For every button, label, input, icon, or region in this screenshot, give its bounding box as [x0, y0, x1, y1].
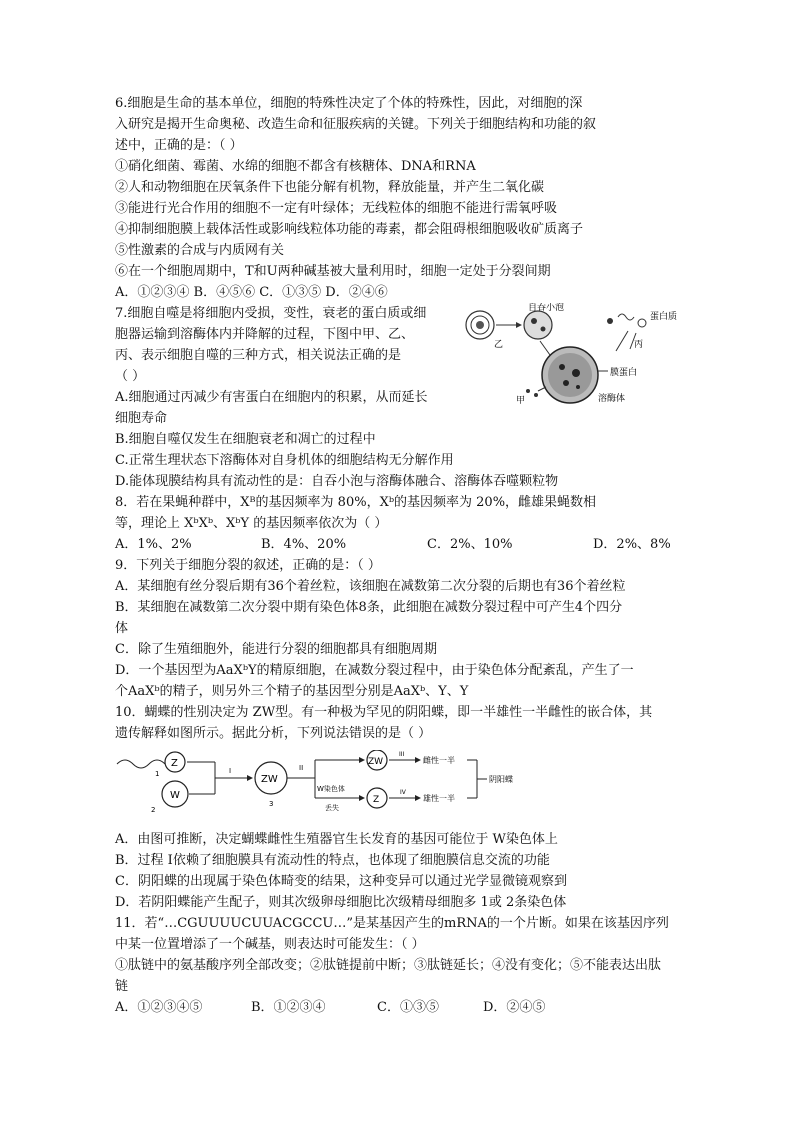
q6-item-5: ⑤性激素的合成与内质网有关 — [115, 243, 285, 258]
q6-item-6: ⑥在一个细胞周期中，T和U两种碱基被大量利用时，细胞一定处于分裂间期 — [115, 264, 551, 279]
step-iii: III — [399, 751, 405, 758]
label-protein: 蛋白质 — [650, 312, 678, 322]
step-i: I — [229, 767, 232, 775]
q11-option-d: D．②④⑤ — [483, 1000, 546, 1015]
q7-block — [115, 303, 685, 429]
q7-stem-line4: （ ） — [115, 369, 146, 384]
q10-option-c: C．阴阳蝶的出现属于染色体畸变的结果，这种变异可以通过光学显微镜观察到 — [115, 874, 567, 889]
step-ii: II — [299, 764, 304, 772]
female-half-label: 雌性一半 — [423, 756, 455, 765]
exam-page — [115, 93, 685, 1018]
q7-stem-line3: 丙、表示细胞自噬的三种方式，相关说法正确的是 — [115, 348, 402, 363]
q8-option-d: D．2%、8% — [593, 537, 671, 552]
q6-item-3: ③能进行光合作用的细胞不一定有叶绿体；无线粒体的细胞不能进行需氧呼吸 — [115, 201, 558, 216]
label-3: 3 — [269, 800, 274, 808]
label-1: 1 — [155, 770, 160, 778]
q6-stem-line2: 入研究是揭开生命奥秘、改造生命和征服疾病的关键。下列关于细胞结构和功能的叙 — [115, 117, 597, 132]
label-vesicle: 自吞小泡 — [528, 303, 565, 313]
q10-option-b: B．过程 I依赖了细胞膜具有流动性的特点，也体现了细胞膜信息交流的功能 — [115, 853, 550, 868]
q8-options — [115, 534, 685, 555]
q9-option-c: C．除了生殖细胞外，能进行分裂的细胞都具有细胞周期 — [115, 642, 437, 657]
q8-option-c: C．2%、10% — [427, 537, 513, 552]
q11-option-a: A．①②③④⑤ — [115, 1000, 203, 1015]
w-loss-label-2: 丢失 — [325, 804, 339, 812]
label-yi: 乙 — [494, 340, 504, 350]
q11-options — [115, 997, 685, 1018]
cell-zw-label: ZW — [368, 757, 384, 767]
q8-stem-line1: 8．若在果蝇种群中，Xᴮ的基因频率为 80%，Xᵇ的基因频率为 20%，雌雄果蝇数相 — [115, 495, 597, 510]
q7-option-b: B.细胞自噬仅发生在细胞衰老和凋亡的过程中 — [115, 432, 376, 447]
q6-item-4: ④抑制细胞膜上载体活性或影响线粒体功能的毒素，都会阻碍根细胞吸收矿质离子 — [115, 222, 584, 237]
lysosome — [542, 347, 598, 403]
q11-stem-line2: 中某一位置增添了一个碱基，则表达时可能发生：（ ） — [115, 937, 425, 952]
q8-option-b: B．4%、20% — [261, 537, 347, 552]
male-half-label: 雄性一半 — [423, 794, 455, 803]
q8-stem-line2: 等，理论上 XᵇXᵇ、XᵇY 的基因频率依次为（ ） — [115, 516, 388, 531]
q11-stem-line4: 链 — [115, 979, 129, 994]
label-2: 2 — [151, 806, 156, 814]
gamete-w-label: W — [170, 790, 180, 801]
gynandromorph-figure — [115, 750, 535, 816]
q7-option-a-line1: A.细胞通过丙减少有害蛋白在细胞内的积累，从而延长 — [115, 390, 428, 405]
label-bing: 丙 — [634, 340, 644, 350]
q6-item-2: ②人和动物细胞在厌氧条件下也能分解有机物，释放能量，并产生二氧化碳 — [115, 180, 545, 195]
q9-option-d-line2: 个AaXᵇ的精子，则另外三个精子的基因型分别是AaXᵇ、Y、Y — [115, 684, 469, 699]
q11-stem-line1: 11．若“…CGUUUUCUUACGCCU…”是某基因产生的mRNA的一个片断。如果在该基因序列 — [115, 916, 669, 931]
q10-option-a: A．由图可推断，决定蝴蝶雌性生殖器官生长发育的基因可能位于 W染色体上 — [115, 832, 558, 847]
q8-option-a: A．1%、2% — [115, 537, 192, 552]
q7-option-a-line2: 细胞寿命 — [115, 411, 168, 426]
autophagic-vesicle — [524, 311, 552, 339]
q9-stem: 9．下列关于细胞分裂的叙述，正确的是：（ ） — [115, 558, 381, 573]
autophagy-vesicle-spiral — [466, 311, 494, 339]
q6-item-1: ①硝化细菌、霉菌、水绵的细胞不都含有核糖体、DNA和RNA — [115, 159, 476, 174]
label-lysosome: 溶酶体 — [598, 394, 626, 404]
q10-stem-line1: 10．蝴蝶的性别决定为 ZW型。有一种极为罕见的阴阳蝶，即一半雄性一半雌性的嵌合体，其 — [115, 705, 653, 720]
label-jia: 甲 — [516, 396, 526, 406]
q7-option-c: C.正常生理状态下溶酶体对自身机体的细胞结构无分解作用 — [115, 453, 454, 468]
q9-option-b-line1: B．某细胞在减数第二次分裂中期有染色体8条，此细胞在减数分裂过程中可产生4个四分 — [115, 600, 623, 615]
q11-option-b: B．①②③④ — [251, 1000, 326, 1015]
step-iv: IV — [400, 789, 406, 796]
cell-z-label: Z — [373, 795, 380, 805]
label-membrane-protein: 膜蛋白 — [610, 368, 638, 378]
gynandromorph-label: 阴阳蝶 — [489, 775, 513, 784]
q9-option-a: A．某细胞有丝分裂后期有36个着丝粒，该细胞在减数第二次分裂的后期也有36个着丝粒 — [115, 579, 626, 594]
q11-stem-line3: ①肽链中的氨基酸序列全部改变；②肽链提前中断；③肽链延长；④没有变化；⑤不能表达出肽 — [115, 958, 662, 973]
zygote-zw-label: ZW — [261, 774, 278, 785]
q9-option-b-line2: 体 — [115, 621, 129, 636]
gamete-z-label: Z — [171, 758, 178, 769]
q7-stem-line2: 胞器运输到溶酶体内并降解的过程，下图中甲、乙、 — [115, 327, 415, 342]
w-loss-label-1: W染色体 — [317, 785, 345, 793]
q11-option-c: C．①③⑤ — [377, 1000, 439, 1015]
autophagy-figure — [458, 303, 688, 407]
q10-stem-line2: 遗传解释如图所示。据此分析，下列说法错误的是（ ） — [115, 726, 432, 741]
q7-stem-line1: 7.细胞自噬是将细胞内受损，变性，衰老的蛋白质或细 — [115, 306, 427, 321]
q9-option-d-line1: D．一个基因型为AaXᵇY的精原细胞，在减数分裂过程中，由于染色体分配紊乱，产生了一 — [115, 663, 634, 678]
q6-options: A．①②③④ B．④⑤⑥ C．①③⑤ D．②④⑥ — [115, 285, 388, 300]
q6-stem-line3: 述中，正确的是：（ ） — [115, 138, 243, 153]
q10-option-d: D．若阴阳蝶能产生配子，则其次级卵母细胞比次级精母细胞多 1或 2条染色体 — [115, 895, 567, 910]
q7-option-d: D.能体现膜结构具有流动性的是：自吞小泡与溶酶体融合、溶酶体吞噬颗粒物 — [115, 474, 559, 489]
q6-stem-line1: 6.细胞是生命的基本单位，细胞的特殊性决定了个体的特殊性，因此，对细胞的深 — [115, 96, 583, 111]
